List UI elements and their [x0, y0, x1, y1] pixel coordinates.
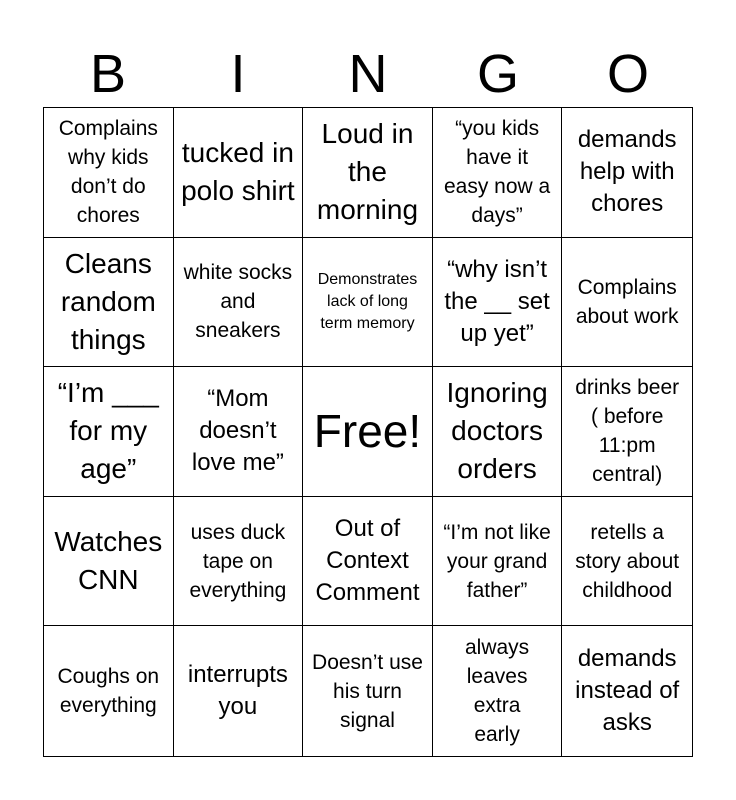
bingo-cell[interactable] [44, 108, 174, 238]
cell-text: demands instead of asks [575, 645, 680, 737]
bingo-header [43, 42, 693, 106]
header-letter-b: B [89, 44, 127, 104]
cell-text: “I’m not like your grand father” [443, 520, 551, 602]
bingo-cell[interactable] [174, 497, 304, 627]
bingo-cell[interactable] [433, 108, 563, 238]
header-letter-i: I [230, 44, 246, 104]
cell-text: Watches CNN [54, 526, 163, 596]
header-letter-n: N [348, 44, 388, 104]
cell-text: Loud in the morning [316, 118, 419, 226]
cell-text: Doesn’t use his turn signal [312, 650, 423, 732]
bingo-cell[interactable] [303, 497, 433, 627]
bingo-cell[interactable] [562, 238, 692, 368]
bingo-cell[interactable] [174, 367, 304, 497]
cell-text: “Mom doesn’t love me” [191, 385, 284, 477]
cell-text: retells a story about childhood [575, 520, 680, 602]
header-letter-g: G [476, 44, 519, 104]
bingo-cell[interactable] [433, 626, 563, 756]
cell-text: Complains why kids don’t do chores [58, 117, 158, 228]
cell-text: interrupts you [187, 661, 288, 721]
bingo-cell[interactable] [174, 108, 304, 238]
bingo-cell[interactable] [562, 626, 692, 756]
cell-text: Ignoring doctors orders [446, 377, 548, 485]
cell-text: white socks and sneakers [183, 261, 293, 343]
bingo-cell[interactable] [562, 108, 692, 238]
cell-text: demands help with chores [577, 126, 677, 218]
bingo-cell[interactable] [44, 238, 174, 368]
bingo-cell[interactable] [562, 497, 692, 627]
cell-text: tucked in polo shirt [181, 137, 295, 207]
cell-text: “why isn’t the __ set up yet” [444, 255, 550, 347]
free-space-cell[interactable] [303, 367, 433, 497]
bingo-cell[interactable] [562, 367, 692, 497]
free-space-label: Free! [313, 405, 422, 458]
cell-text: “you kids have it easy now a days” [443, 117, 551, 228]
bingo-cell[interactable] [433, 497, 563, 627]
cell-text: Cleans random things [60, 247, 156, 355]
bingo-cell[interactable] [433, 367, 563, 497]
header-letter-o: O [606, 44, 649, 104]
bingo-cell[interactable] [174, 238, 304, 368]
cell-text: uses duck tape on everything [189, 520, 287, 602]
bingo-cell[interactable] [44, 497, 174, 627]
cell-text: Demonstrates lack of long term memory [317, 270, 418, 332]
cell-text: always leaves extra early [464, 636, 530, 747]
bingo-grid [43, 107, 693, 757]
cell-text: Out of Context Comment [315, 515, 420, 607]
bingo-cell[interactable] [174, 626, 304, 756]
bingo-cell[interactable] [44, 367, 174, 497]
bingo-cell[interactable] [303, 238, 433, 368]
cell-text: “I’m ___ for my age” [57, 377, 159, 485]
bingo-cell[interactable] [433, 238, 563, 368]
cell-text: Coughs on everything [57, 665, 160, 718]
bingo-cell[interactable] [303, 108, 433, 238]
cell-text: Complains about work [575, 275, 679, 328]
bingo-cell[interactable] [44, 626, 174, 756]
cell-text: drinks beer ( before 11:pm central) [575, 376, 680, 487]
bingo-cell[interactable] [303, 626, 433, 756]
